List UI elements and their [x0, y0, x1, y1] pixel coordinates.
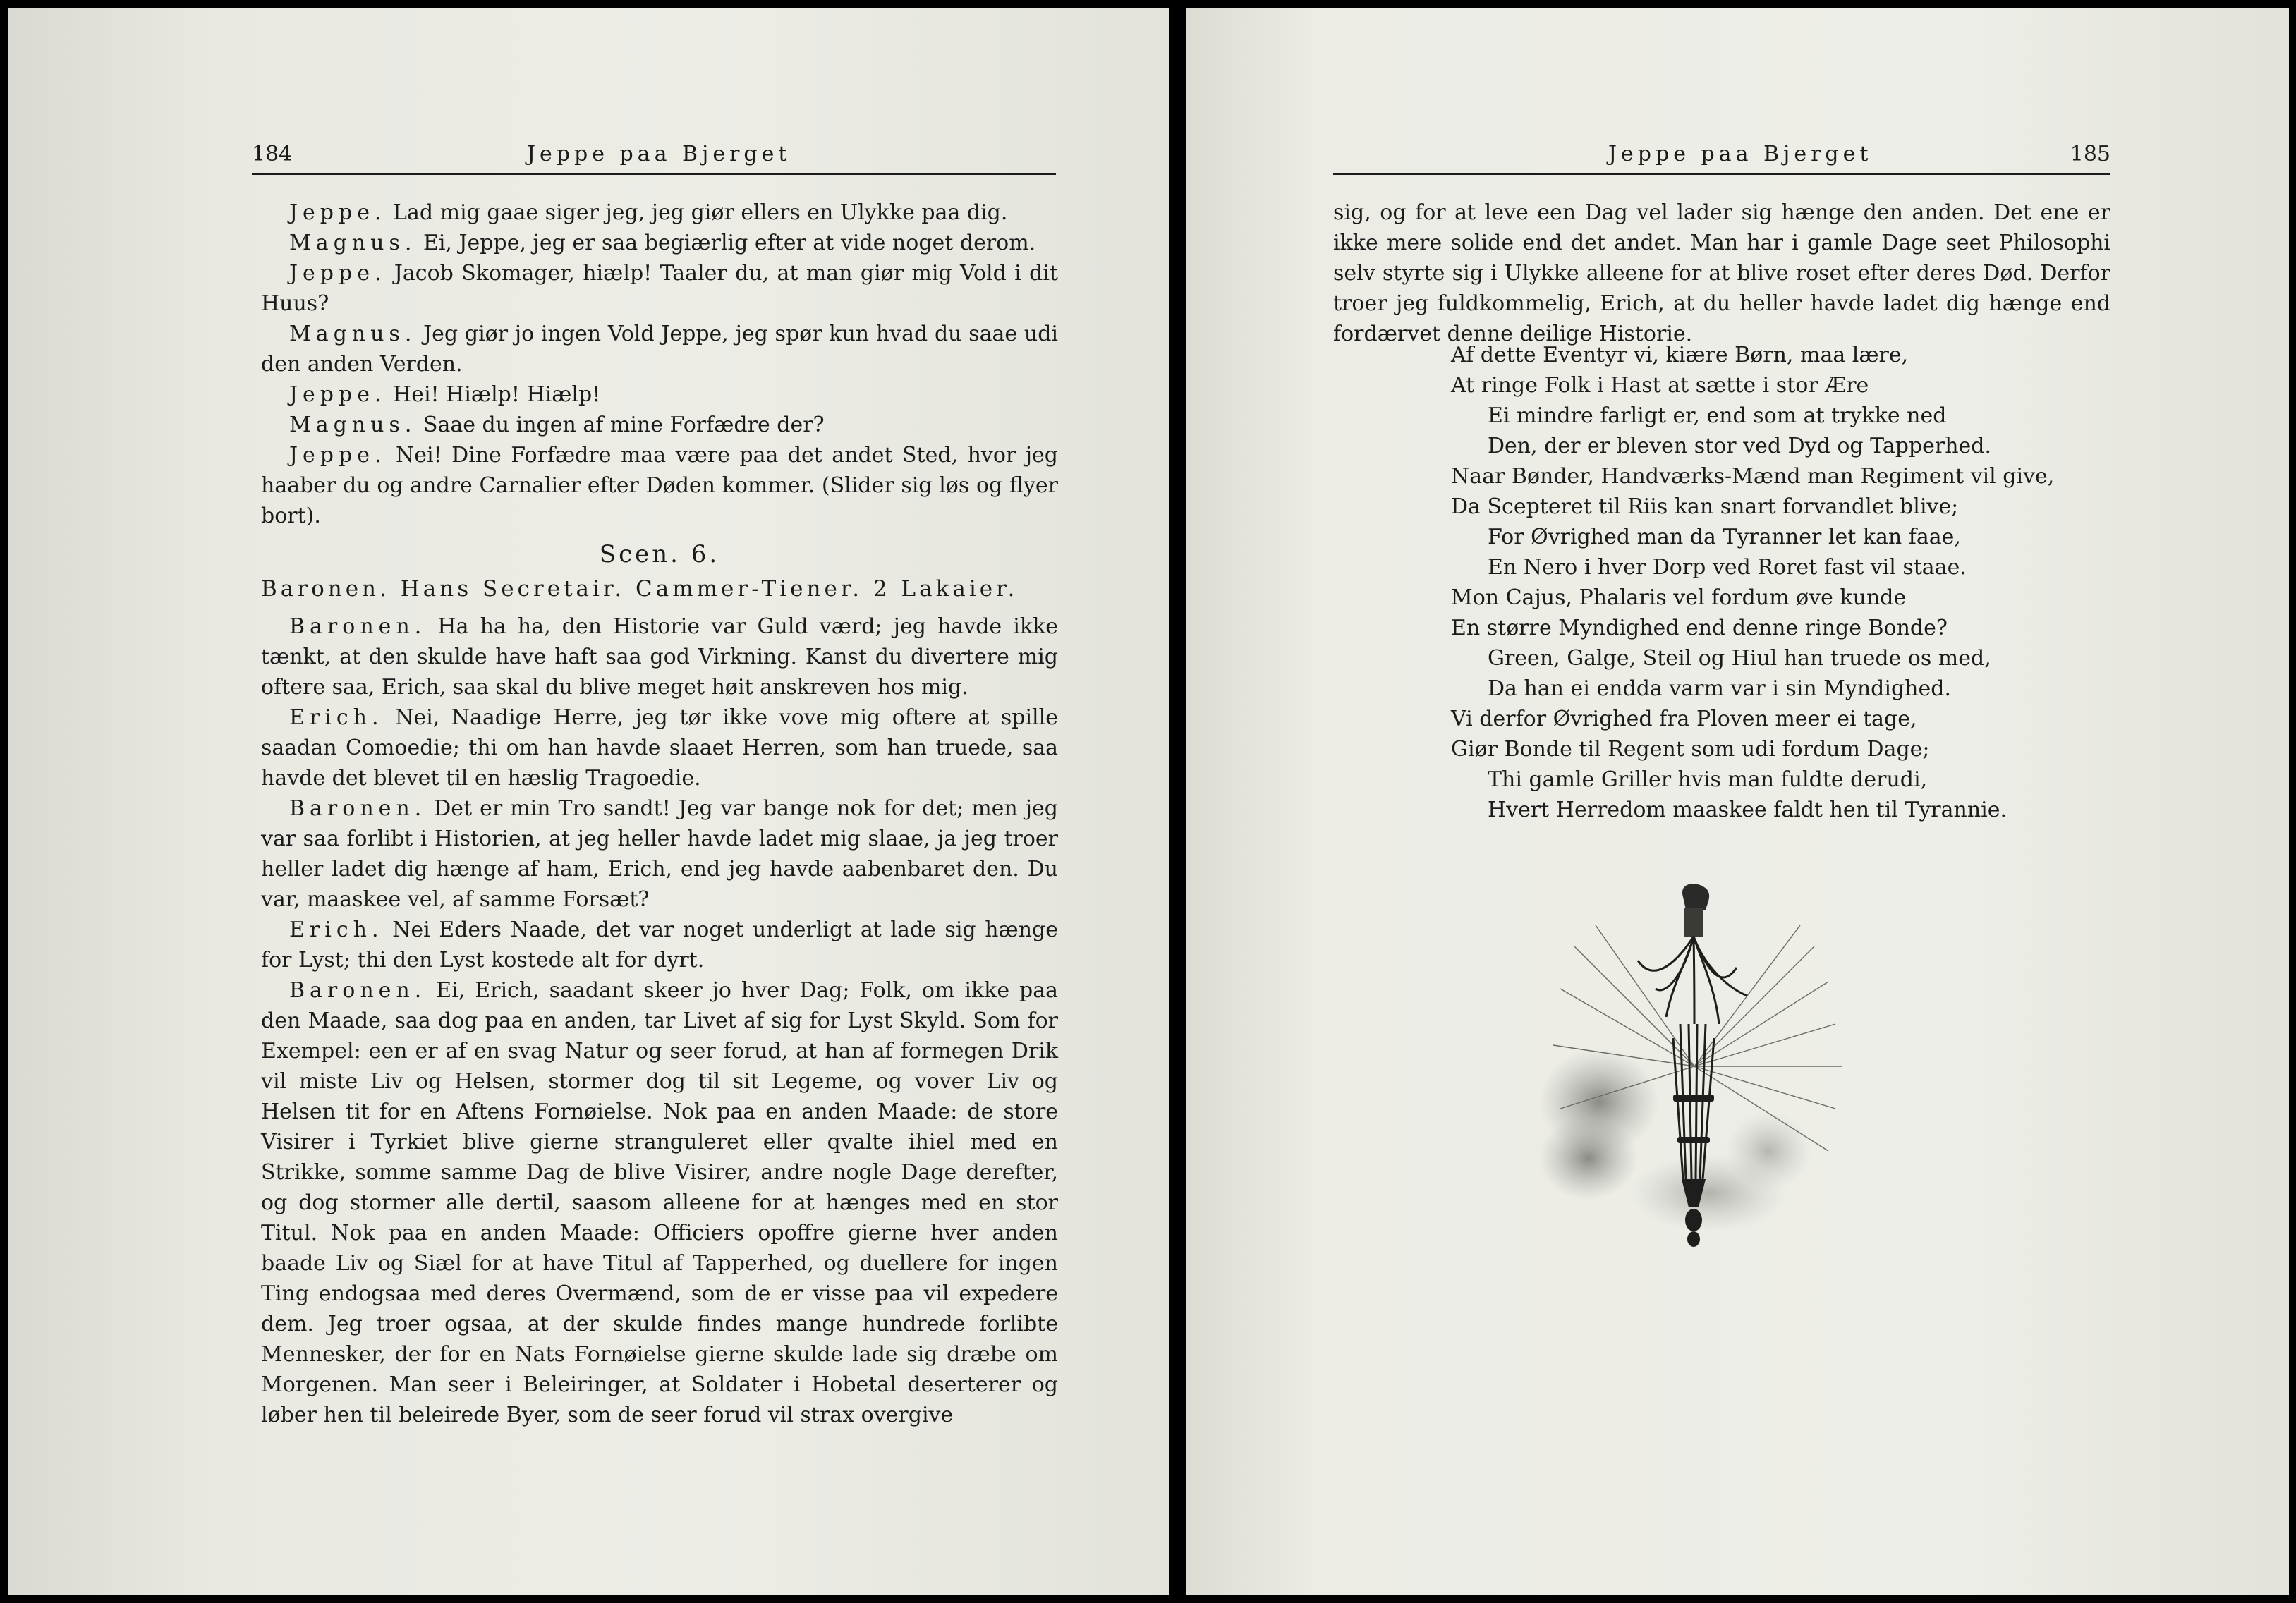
poem-line: For Øvrighed man da Tyranner let kan faae, [1488, 525, 1961, 549]
prose-paragraph: sig, og for at leve een Dag vel lader sig hænge den anden. Det ene er ikke mere solide end det andet. Man har i gamle Dage seet Philosophi selv styrte sig i Ulykke alleene for at blive roset efter deres Død. Derfor troer jeg fuldkommelig, Erich, at du heller havde ladet dig hænge end fordærvet denne deilige Historie. [1333, 200, 2110, 346]
fist-icon [1682, 884, 1709, 937]
speech: Magnus. Jeg giør jo ingen Vold Jeppe, jeg spør kun hvad du saae udi den anden Verden. [261, 322, 1059, 377]
poem-line: Da Scepteret til Riis kan snart forvandlet blive; [1451, 494, 1959, 519]
left-header [252, 139, 1056, 175]
poem-line: Hvert Herredom maaskee faldt hen til Tyrannie. [1488, 798, 2008, 822]
poem-line: Thi gamle Griller hvis man fuldte derudi, [1488, 767, 1928, 792]
speech: Erich. Nei Eders Naade, det var noget underligt at lade sig hænge for Lyst; thi den Lyst kostede alt for dyrt. [261, 918, 1058, 973]
page-number-left: 184 [252, 142, 293, 166]
left-page [8, 8, 1169, 1595]
poem-line: Giør Bonde til Regent som udi fordum Dage; [1451, 737, 1930, 762]
poem-line: En Nero i hver Dorp ved Roret fast vil staae. [1488, 555, 1967, 580]
poem-line: Vi derfor Øvrighed fra Ploven meer ei tage, [1451, 707, 1917, 731]
poem-line: Af dette Eventyr vi, kiære Børn, maa lære, [1451, 343, 1909, 367]
poem-line: Naar Bønder, Handværks-Mænd man Regiment vil give, [1451, 464, 2055, 489]
poem-line: Den, der er bleven stor ved Dyd og Tapperhed. [1488, 434, 1992, 458]
poem-line: At ringe Folk i Hast at sætte i stor Ære [1451, 373, 1869, 398]
speech: Baronen. Ha ha ha, den Historie var Guld værd; jeg havde ikke tænkt, at den skulde have haft saa god Virkning. Kanst du divertere mig oftere saa, Erich, saa skal du blive meget høit anskreven hos mig. [261, 614, 1058, 700]
left-text-block [261, 197, 1058, 1430]
speech: Baronen. Det er min Tro sandt! Jeg var bange nok for det; men jeg var saa forlibt i Historien, at jeg heller havde ladet mig slaae, ja jeg troer heller ladet dig hænge af ham, Erich, end jeg havde aabenbaret den. Du var, maaskee vel, af samme Forsæt? [261, 796, 1058, 912]
speech: Magnus. Ei, Jeppe, jeg er saa begiærlig efter at vide noget derom. [289, 231, 1036, 255]
right-text-block [1333, 197, 2110, 349]
speech: Magnus. Saae du ingen af mine Forfædre der? [289, 413, 825, 437]
speech: Baronen. Ei, Erich, saadant skeer jo hver Dag; Folk, om ikke paa den Maade, saa dog paa en anden, tar Livet af sig for Lyst Skyld. Som for Exempel: een er af en svag Natur og seer forud, at han af formegen Drik vil miste Liv og Helsen, stormer dog til sit Legeme, og vover Liv og Helsen tit for en Aftens Fornøielse. Nok paa en anden Maade: de store Visirer i Tyrkiet blive gierne stranguleret eller qvalte ihiel med en Strikke, somme samme Dag de blive Visirer, andre nogle Dage derefter, og dog stormer alle dertil, saasom alleene for at hænges med en stor Titul. Nok paa en anden Maade: Officiers opoffre gierne hver anden baade Liv og Siæl for at have Titul af Tapperhed, og duellere for ingen Ting endogsaa med deres Overmænd, som de er visse paa vil expedere dem. Jeg troer ogsaa, at der skulde findes mange hundrede forlibte Mennesker, der for en Nats Fornøielse gierne skulde lade sig dræbe om Morgenen. Man seer i Beleiringer, at Soldater i Hobetal deserterer og løber hen til beleirede Byer, som de seer forud vil strax overgive [261, 978, 1058, 1427]
speech: Jeppe. Hei! Hiælp! Hiælp! [289, 382, 601, 407]
right-page [1186, 8, 2289, 1595]
poem-line: Mon Cajus, Phalaris vel fordum øve kunde [1451, 585, 1907, 610]
scene-heading: Scen. 6. [599, 540, 720, 568]
running-head-right: Jeppe paa Bjerget [1608, 142, 1873, 166]
closing-poem [1451, 340, 2086, 825]
cast-list: Baronen. Hans Secretair. Cammer-Tiener. 2 Lakaier. [261, 576, 1019, 602]
speech: Erich. Nei, Naadige Herre, jeg tør ikke vove mig oftere at spille saadan Comoedie; thi om han havde slaaet Herren, som han truede, saa havde det blevet til en hæslig Tragoedie. [261, 705, 1058, 791]
running-head-left: Jeppe paa Bjerget [527, 142, 791, 166]
right-header [1333, 139, 2110, 175]
speech: Jeppe. Jacob Skomager, hiælp! Taaler du, at man giør mig Vold i dit Huus? [261, 261, 1058, 316]
speech: Jeppe. Nei! Dine Forfædre maa være paa det andet Sted, hvor jeg haaber du og andre Carnalier efter Døden kommer. (Slider sig løs og flyer bort). [261, 443, 1058, 528]
page-number-right: 185 [2070, 142, 2110, 166]
poem-line: En større Myndighed end denne ringe Bonde? [1451, 616, 1948, 640]
poem-line: Da han ei endda varm var i sin Myndighed. [1488, 676, 1951, 701]
speech: Jeppe. Lad mig gaae siger jeg, jeg giør ellers en Ulykke paa dig. [289, 200, 1008, 225]
poem-line: Green, Galge, Steil og Hiul han truede os med, [1488, 646, 1991, 671]
poem-line: Ei mindre farligt er, end som at trykke ned [1488, 403, 1947, 428]
rod-bundle-vignette [1532, 883, 1857, 1292]
